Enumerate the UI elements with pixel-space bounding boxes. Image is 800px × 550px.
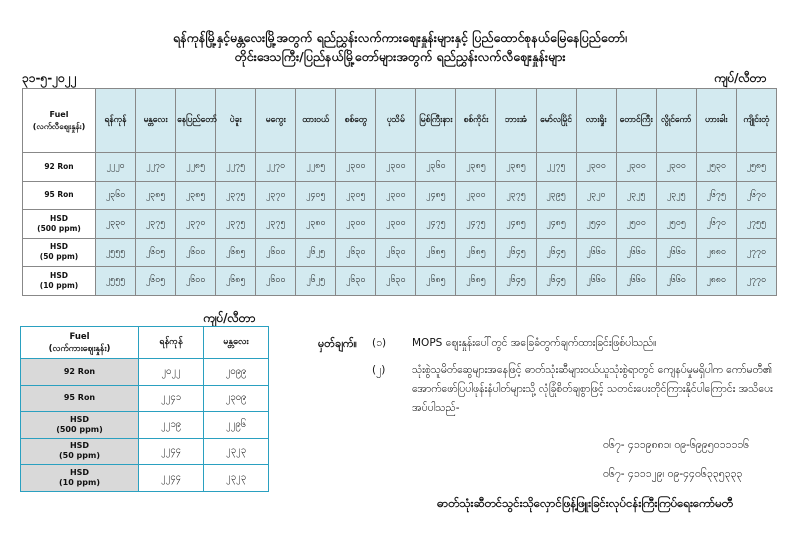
price-cell: ၂၆၀၀ <box>256 238 296 267</box>
city-column-header: ပုသိမ် <box>376 89 416 153</box>
price-cell: ၂၃၈၅ <box>176 181 216 210</box>
phone-line-1: ၀၆၇- ၄၁၁၉၈၈၁၊ ၀၉-၆၉၉၅၀၁၁၁၁၆ <box>603 439 750 451</box>
price-cell: ၂၆၄၅ <box>536 267 576 296</box>
price-cell: ၂၃၇၅ <box>136 210 176 239</box>
price-cell: ၂၃၇၀ <box>256 181 296 210</box>
city-column-header: ဟားခါး <box>696 89 736 153</box>
table-row <box>23 238 777 267</box>
price-cell: ၂၆၆၀ <box>616 238 656 267</box>
price-cell: ၂၃၀၀ <box>376 210 416 239</box>
price-cell: ၂၄၈၅ <box>536 210 576 239</box>
fuel-column-header <box>21 327 139 359</box>
fuel-type-cell <box>21 412 139 439</box>
table-row <box>21 385 269 412</box>
fuel-label-line: (50 ppm) <box>58 451 101 461</box>
city-column-header: ဘားအံ <box>496 89 536 153</box>
fuel-column-header <box>23 89 96 153</box>
price-cell: ၂၆၈၅ <box>416 267 456 296</box>
price-cell: ၂၂၇၅ <box>536 153 576 182</box>
price-cell: ၂၃၂၃ <box>204 438 269 465</box>
fuel-label-line: (10 ppm) <box>39 280 79 290</box>
city-column-header: လားရှိုး <box>576 89 616 153</box>
fuel-label-line: HSD <box>50 242 68 252</box>
fuel-type-cell <box>21 359 139 386</box>
city-column-header: မော်လမြိုင် <box>536 89 576 153</box>
price-cell: ၂၃၃၀ <box>96 210 136 239</box>
price-cell: ၂၆၀၀ <box>256 267 296 296</box>
price-cell: ၂၅၀၀ <box>616 210 656 239</box>
price-cell: ၂၆၇၀ <box>736 181 776 210</box>
city-column-header: ကျိုင်းတုံ <box>736 89 776 153</box>
city-column-header: လွိုင်ကော် <box>656 89 696 153</box>
price-cell: ၂၆၆၀ <box>576 267 616 296</box>
price-cell: ၂၂၇၅ <box>216 153 256 182</box>
price-cell: ၂၇၇၀ <box>736 267 776 296</box>
price-cell: ၂၂၄၄ <box>139 438 204 465</box>
price-cell: ၂၄၈၅ <box>496 210 536 239</box>
price-cell: ၂၆၃၀ <box>336 238 376 267</box>
note1-number: (၁) <box>372 337 387 349</box>
price-cell: ၂၅၄၀ <box>576 210 616 239</box>
price-cell: ၂၄၈၅ <box>416 181 456 210</box>
fuel-label-line: Fuel <box>69 331 90 342</box>
retail-price-table <box>22 88 777 296</box>
fuel-label-line: (50 ppm) <box>39 252 79 262</box>
price-cell: ၂၆၈၅ <box>416 238 456 267</box>
price-cell: ၂၃၆၀ <box>416 153 456 182</box>
price-cell: ၂၆၈၅ <box>456 238 496 267</box>
price-cell: ၂၃၂၅ <box>616 181 656 210</box>
fuel-label-line: (10 ppm) <box>58 477 101 487</box>
price-cell: ၂၃၀၅ <box>336 181 376 210</box>
price-cell: ၂၀၂၂ <box>139 359 204 386</box>
price-cell: ၂၄၇၅ <box>416 210 456 239</box>
note2-text: သုံးစွဲသူမိတ်ဆွေများအနေဖြင့် ဓာတ်သုံးဆီများဝယ်ယူသုံးစွဲရာတွင် ကျေနပ်မှုမရှိပါက ကော်မတီ၏ အောက်ဖော်ပြပါဖုန်းနံပါတ်များသို့ လုံခြုံစိတ်ချစွာဖြင့် သတင်းပေးတိုင်ကြားနိုင်ပါကြောင်း အသိပေးအပ်ပါသည်- <box>412 364 773 414</box>
table-row <box>23 181 777 210</box>
price-cell: ၂၆၃၀ <box>376 238 416 267</box>
price-cell: ၂၈၈၀ <box>696 267 736 296</box>
price-cell: ၂၆၈၅ <box>456 267 496 296</box>
fuel-type-cell <box>21 465 139 492</box>
price-cell: ၂၀၉၉ <box>204 359 269 386</box>
price-cell: ၂၆၇၀ <box>696 210 736 239</box>
price-cell: ၂၅၃၀ <box>696 153 736 182</box>
fuel-type-cell <box>21 385 139 412</box>
city-column-header: စစ်တွေ <box>336 89 376 153</box>
price-cell: ၂၂၄၁ <box>139 385 204 412</box>
price-cell: ၂၅၈၅ <box>736 153 776 182</box>
price-cell: ၂၆၀၀ <box>176 267 216 296</box>
price-cell: ၂၃၇၅ <box>216 210 256 239</box>
price-cell: ၂၃၀၀ <box>336 153 376 182</box>
fuel-label-line: (လက်ကားဈေးနှုန်း) <box>48 343 111 354</box>
price-cell: ၂၅၅၅ <box>96 267 136 296</box>
note1-text: MOPS ဈေးနှုန်းပေါ်တွင် အခြေခံတွက်ချက်ထားခြင်းဖြစ်ပါသည်။ <box>412 337 657 349</box>
price-cell: ၂၆၄၅ <box>496 267 536 296</box>
fuel-label-line: (500 ppm) <box>56 424 103 434</box>
table-row <box>23 153 777 182</box>
price-cell: ၂၂၂၀ <box>96 153 136 182</box>
price-cell: ၂၆၂၅ <box>296 238 336 267</box>
price-cell: ၂၅၀၅ <box>656 210 696 239</box>
price-cell: ၂၂၈၅ <box>296 153 336 182</box>
fuel-label-line: 92 Ron <box>63 366 96 376</box>
price-cell: ၂၆၆၀ <box>616 267 656 296</box>
fuel-type-cell <box>23 267 96 296</box>
table-row <box>21 438 269 465</box>
table-row <box>21 359 269 386</box>
price-cell: ၂၆၈၅ <box>216 238 256 267</box>
price-cell: ၂၃၇၅ <box>216 181 256 210</box>
fuel-label-line: HSD <box>69 467 90 477</box>
page-title-line2: တိုင်းဒေသကြီး/ပြည်နယ်မြို့တော်များအတွက် ရည်ညွှန်းလက်လီဈေးနှုန်းများ <box>234 49 566 64</box>
price-cell: ၂၃၂၃ <box>204 465 269 492</box>
price-cell: ၂၃၂၀ <box>576 181 616 210</box>
price-cell: ၂၆၂၅ <box>296 267 336 296</box>
price-cell: ၂၄၇၅ <box>456 210 496 239</box>
price-cell: ၂၃၀၀ <box>456 181 496 210</box>
committee-signature: ဓာတ်သုံးဆီတင်သွင်းသိုလှောင်ဖြန့်ဖြူးခြင်းလုပ်ငန်းကြီးကြပ်ရေးကော်မတီ <box>437 496 733 510</box>
fuel-label-line: HSD <box>50 270 68 280</box>
price-cell: ၂၃၈၅ <box>136 181 176 210</box>
fuel-label-line: Fuel <box>49 109 69 119</box>
price-cell: ၂၃၀၀ <box>336 210 376 239</box>
price-cell: ၂၃၀၀ <box>576 153 616 182</box>
price-cell: ၂၄၀၅ <box>296 181 336 210</box>
city-column-header: မကွေး <box>256 89 296 153</box>
price-cell: ၂၃၀၉ <box>204 385 269 412</box>
fuel-label-line: 95 Ron <box>44 190 74 200</box>
price-cell: ၂၇၇၀ <box>736 238 776 267</box>
note2-number: (၂) <box>372 364 386 376</box>
price-cell: ၂၆၄၅ <box>536 238 576 267</box>
city-column-header: မန္တလေး <box>204 327 269 359</box>
price-cell: ၂၃၈၅ <box>456 153 496 182</box>
price-cell: ၂၂၉၆ <box>204 412 269 439</box>
table-row <box>23 210 777 239</box>
wholesale-price-table <box>20 326 269 492</box>
fuel-label-line: (လက်လီဈေးနှုန်း) <box>32 121 86 131</box>
city-column-header: မြစ်ကြီးနား <box>416 89 456 153</box>
fuel-label-line: (500 ppm) <box>37 223 81 233</box>
city-column-header: ရန်ကုန် <box>139 327 204 359</box>
fuel-type-cell <box>23 181 96 210</box>
city-column-header: မန္တလေး <box>136 89 176 153</box>
price-cell: ၂၆၈၅ <box>216 267 256 296</box>
price-cell: ၂၈၈၀ <box>696 238 736 267</box>
phone-line-2: ၀၆၇- ၄၁၁၁၂၉၊ ၀၉-၄၄၀၆၃၃၅၃၃၃ <box>603 468 743 480</box>
unit-label: ကျပ်/လီတာ <box>714 71 767 85</box>
page-title-line1: ရန်ကုန်မြို့နှင့်မန္တလေးမြို့အတွက် ရည်ညွှန်းလက်ကားဈေးနှုန်းများနှင့် ပြည်ထောင်စုနယ်မြေနေပြည်တော်၊ <box>173 30 627 45</box>
city-column-header: နေပြည်တော် <box>176 89 216 153</box>
price-cell: ၂၆၆၀ <box>656 267 696 296</box>
price-cell: ၂၆၀၀ <box>176 238 216 267</box>
price-cell: ၂၂၄၄ <box>139 465 204 492</box>
table-row <box>21 465 269 492</box>
price-cell: ၂၂၇၀ <box>136 153 176 182</box>
city-column-header: စစ်ကိုင်း <box>456 89 496 153</box>
city-column-header: ပဲခူး <box>216 89 256 153</box>
price-cell: ၂၃၀၀ <box>656 153 696 182</box>
price-cell: ၂၆၄၅ <box>496 238 536 267</box>
city-column-header: တောင်ကြီး <box>616 89 656 153</box>
price-cell: ၂၆၆၀ <box>576 238 616 267</box>
price-cell: ၂၃၉၅ <box>536 181 576 210</box>
city-column-header: ထားဝယ် <box>296 89 336 153</box>
price-cell: ၂၂၁၉ <box>139 412 204 439</box>
fuel-label-line: 92 Ron <box>44 161 74 171</box>
price-cell: ၂၃၇၅ <box>256 210 296 239</box>
price-cell: ၂၃၂၅ <box>656 181 696 210</box>
price-cell: ၂၆၆၀ <box>656 238 696 267</box>
price-cell: ၂၃၈၀ <box>296 210 336 239</box>
fuel-type-cell <box>23 210 96 239</box>
price-cell: ၂၅၅၅ <box>96 238 136 267</box>
price-cell: ၂၃၀၀ <box>616 153 656 182</box>
price-cell: ၂၆၀၅ <box>136 238 176 267</box>
price-cell: ၂၂၈၅ <box>176 153 216 182</box>
price-cell: ၂၇၅၅ <box>736 210 776 239</box>
price-cell: ၂၃၈၅ <box>496 153 536 182</box>
table-row <box>21 412 269 439</box>
fuel-label-line: HSD <box>50 213 68 223</box>
fuel-type-cell <box>21 438 139 465</box>
fuel-type-cell <box>23 153 96 182</box>
notes-label: မှတ်ချက်။ <box>318 337 358 350</box>
price-cell: ၂၃၇၅ <box>496 181 536 210</box>
price-cell: ၂၆၃၀ <box>376 267 416 296</box>
table-row <box>23 267 777 296</box>
fuel-label-line: 95 Ron <box>63 393 96 403</box>
fuel-label-line: HSD <box>69 414 90 424</box>
price-cell: ၂၆၃၀ <box>336 267 376 296</box>
price-cell: ၂၃၀၀ <box>376 181 416 210</box>
fuel-label-line: HSD <box>69 441 90 451</box>
fuel-type-cell <box>23 238 96 267</box>
date-label: ၃၁-၅-၂၀၂၂ <box>22 71 77 85</box>
city-column-header: ရန်ကုန် <box>96 89 136 153</box>
price-cell: ၂၃၆၀ <box>96 181 136 210</box>
price-cell: ၂၂၇၀ <box>256 153 296 182</box>
wholesale-unit-label: ကျပ်/လီတာ <box>203 311 256 325</box>
price-cell: ၂၆၇၅ <box>696 181 736 210</box>
price-cell: ၂၃၇၀ <box>176 210 216 239</box>
price-cell: ၂၆၀၅ <box>136 267 176 296</box>
price-cell: ၂၃၀၀ <box>376 153 416 182</box>
